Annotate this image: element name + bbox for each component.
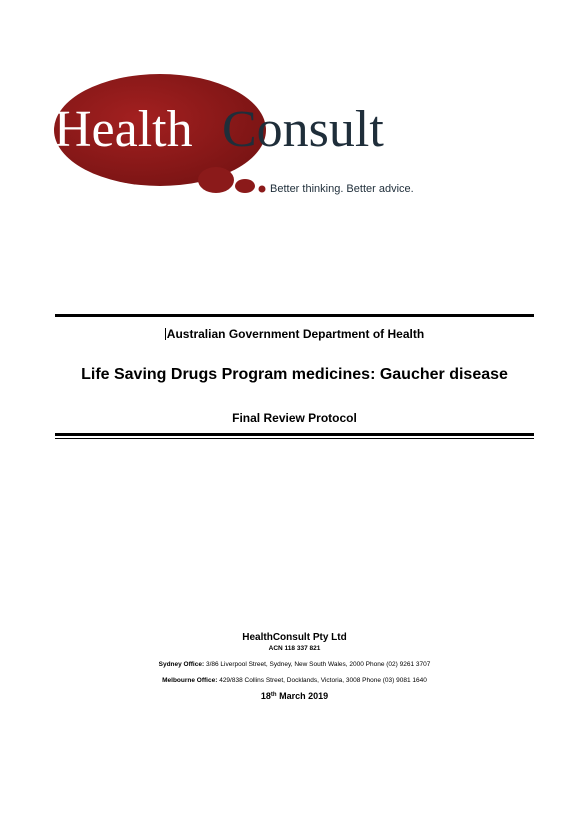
bottom-rule-thick — [55, 433, 534, 436]
company-name: HealthConsult Pty Ltd — [242, 632, 347, 643]
document-title: Life Saving Drugs Program medicines: Gaucher disease — [81, 366, 508, 383]
document-date — [55, 690, 534, 702]
top-rule — [55, 314, 534, 317]
company-acn: ACN 118 337 821 — [268, 645, 321, 652]
date-day: 18 — [260, 691, 271, 701]
logo-graphic — [50, 72, 430, 202]
logo-dot-large — [198, 167, 234, 193]
melbourne-office-address: 429/838 Collins Street, Docklands, Victoria, 3008 Phone (03) 9081 1640 — [219, 677, 427, 684]
text-cursor — [165, 328, 166, 340]
logo-brand-consult: Consult — [222, 101, 384, 158]
title-block — [55, 314, 534, 440]
document-subtitle: Final Review Protocol — [232, 411, 357, 425]
sydney-office-label: Sydney Office: — [158, 661, 205, 668]
bottom-rule-thin — [55, 438, 534, 439]
melbourne-office — [55, 676, 534, 685]
date-month-year: March 2019 — [276, 691, 329, 701]
logo-dot-small — [259, 186, 266, 193]
melbourne-office-label: Melbourne Office: — [162, 677, 218, 684]
date-suffix: th — [270, 692, 277, 698]
client-name — [55, 327, 534, 341]
logo-brand-health: Health — [54, 101, 193, 158]
healthconsult-logo — [50, 72, 430, 202]
sydney-office — [55, 660, 534, 669]
logo-dot-medium — [235, 179, 255, 193]
footer-block — [55, 632, 534, 702]
sydney-office-address: 3/86 Liverpool Street, Sydney, New South Wales, 2000 Phone (02) 9261 3707 — [205, 661, 431, 668]
client-name-text: Australian Government Department of Health — [166, 327, 425, 341]
logo-tagline: Better thinking. Better advice. — [270, 183, 414, 195]
